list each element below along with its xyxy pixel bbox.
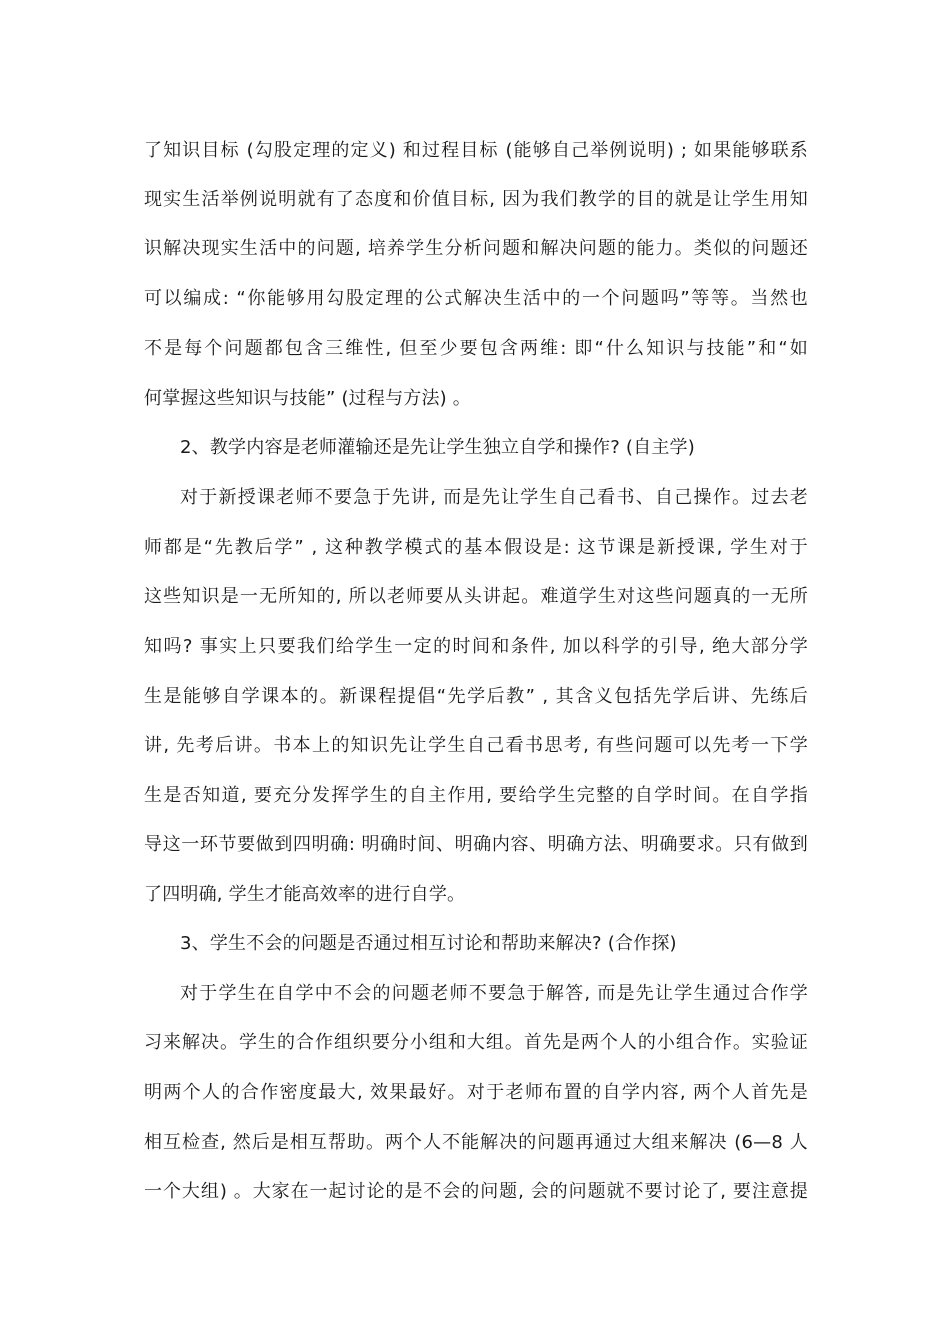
text-line: 可以编成: “你能够用勾股定理的公式解决生活中的一个问题吗”等等。当然也 <box>144 288 808 309</box>
paragraph-first-line: 对于学生在自学中不会的问题老师不要急于解答, 而是先让学生通过合作学 <box>180 983 808 1004</box>
section-heading: 2、教学内容是老师灌输还是先让学生独立自学和操作? (自主学) <box>180 437 695 458</box>
text-line: 明两个人的合作密度最大, 效果最好。对于老师布置的自学内容, 两个人首先是 <box>144 1082 808 1103</box>
paragraph-first-line: 对于新授课老师不要急于先讲, 而是先让学生自己看书、自己操作。过去老 <box>180 487 808 508</box>
text-line: 这些知识是一无所知的, 所以老师要从头讲起。难道学生对这些问题真的一无所 <box>144 586 808 607</box>
text-line: 知吗? 事实上只要我们给学生一定的时间和条件, 加以科学的引导, 绝大部分学 <box>144 636 808 657</box>
text-line: 习来解决。学生的合作组织要分小组和大组。首先是两个人的小组合作。实验证 <box>144 1032 808 1053</box>
text-line: 何掌握这些知识与技能” (过程与方法) 。 <box>144 388 472 409</box>
text-line: 识解决现实生活中的问题, 培养学生分析问题和解决问题的能力。类似的问题还 <box>144 238 808 259</box>
text-line: 了知识目标 (勾股定理的定义) 和过程目标 (能够自己举例说明) ; 如果能够联系 <box>144 140 808 161</box>
text-line: 师都是“先教后学” , 这种教学模式的基本假设是: 这节课是新授课, 学生对于 <box>144 537 808 558</box>
text-line: 生是能够自学课本的。新课程提倡“先学后教” , 其含义包括先学后讲、先练后 <box>144 686 808 707</box>
text-line: 了四明确, 学生才能高效率的进行自学。 <box>144 884 466 905</box>
text-line: 不是每个问题都包含三维性, 但至少要包含两维: 即“什么知识与技能”和“如 <box>144 338 808 359</box>
section-heading: 3、学生不会的问题是否通过相互讨论和帮助来解决? (合作探) <box>180 933 677 954</box>
text-line: 现实生活举例说明就有了态度和价值目标, 因为我们教学的目的就是让学生用知 <box>144 189 808 210</box>
text-line: 讲, 先考后讲。书本上的知识先让学生自己看书思考, 有些问题可以先考一下学 <box>144 735 808 756</box>
text-line: 生是否知道, 要充分发挥学生的自主作用, 要给学生完整的自学时间。在自学指 <box>144 785 808 806</box>
text-line: 一个大组) 。大家在一起讨论的是不会的问题, 会的问题就不要讨论了, 要注意提 <box>144 1181 808 1202</box>
text-line: 导这一环节要做到四明确: 明确时间、明确内容、明确方法、明确要求。只有做到 <box>144 834 808 855</box>
text-line: 相互检查, 然后是相互帮助。两个人不能解决的问题再通过大组来解决 (6—8 人 <box>144 1132 808 1153</box>
